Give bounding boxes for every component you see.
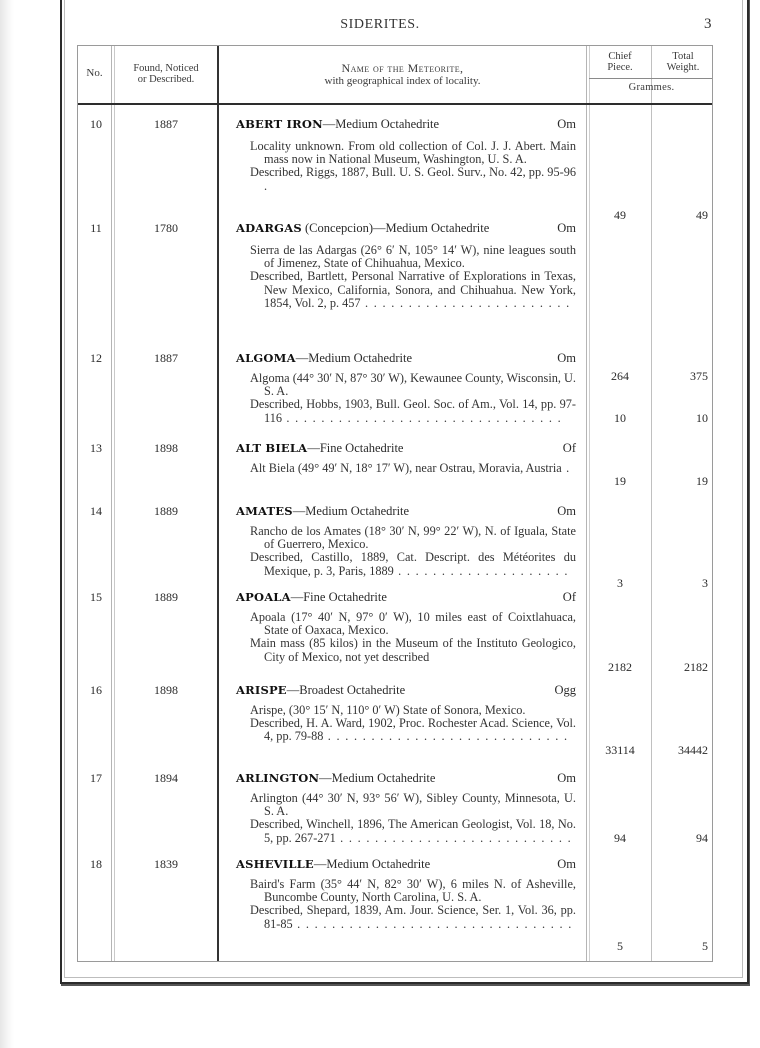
meteorite-type: —Medium Octahedrite <box>292 504 410 518</box>
meteorite-type: —Medium Octahedrite <box>313 857 431 871</box>
entry-year: 1780 <box>154 221 178 235</box>
paragraph-text: Described, Hobbs, 1903, Bull. Geol. Soc. of Am., Vol. 14, pp. 97-116 <box>250 398 576 425</box>
entry-description <box>250 704 576 744</box>
description-paragraph <box>250 372 576 398</box>
description-paragraph <box>250 398 576 424</box>
entry-description <box>250 462 576 475</box>
paragraph-text: Alt Biela (49° 49′ N, 18° 17′ W), near Ostrau, Moravia, Austria <box>250 462 562 475</box>
header-no: No. <box>86 67 103 79</box>
entry-year: 1889 <box>154 504 178 518</box>
meteorite-type: —Medium Octahedrite <box>295 351 412 365</box>
entry-description <box>250 525 576 578</box>
description-paragraph <box>250 244 576 270</box>
column-divider <box>589 46 590 961</box>
paragraph-text: Arlington (44° 30′ N, 93° 56′ W), Sibley County, Minnesota, U. S. A. <box>250 791 576 819</box>
description-paragraph <box>250 792 576 818</box>
grammes-rule <box>589 78 712 79</box>
description-paragraph <box>250 878 576 904</box>
entry-title <box>236 771 576 786</box>
description-paragraph <box>250 140 576 166</box>
entry-year: 1839 <box>154 857 178 871</box>
total-weight: 2182 <box>684 660 708 674</box>
total-weight: 49 <box>696 208 708 222</box>
classification: Om <box>557 221 576 235</box>
page-number: 3 <box>704 16 712 32</box>
chief-piece-weight: 264 <box>611 369 629 383</box>
chief-piece-weight: 19 <box>614 474 626 488</box>
header-total-line2: Weight. <box>666 62 700 73</box>
entry-title <box>236 683 576 698</box>
chief-piece-weight: 5 <box>617 939 623 953</box>
description-paragraph <box>250 611 576 637</box>
entry-year: 1887 <box>154 117 178 131</box>
header-total-line1: Total <box>672 51 694 62</box>
entry-number: 16 <box>90 683 102 697</box>
entry-title <box>236 351 576 366</box>
classification: Ogg <box>554 683 576 697</box>
leader-dots: . . . . . . . . . . . . . . . . . . . . . . . . . . . . . . . . <box>282 410 562 425</box>
entry-title <box>236 857 576 872</box>
description-paragraph <box>250 717 576 743</box>
meteorite-type: —Fine Octahedrite <box>290 590 387 604</box>
meteorite-name: ALGOMA <box>236 351 296 365</box>
entry-number: 18 <box>90 857 102 871</box>
leader-dots: . <box>264 178 269 193</box>
leader-dots: . . . . . . . . . . . . . . . . . . . . <box>393 563 569 578</box>
classification: Om <box>557 117 576 131</box>
total-weight: 5 <box>702 939 708 953</box>
entry-description <box>250 611 576 664</box>
entry-description <box>250 372 576 425</box>
chief-piece-weight: 2182 <box>608 660 632 674</box>
header-name <box>219 62 586 88</box>
chief-piece-weight: 10 <box>614 411 626 425</box>
leader-dots: . <box>561 462 571 475</box>
header-rule <box>78 103 712 105</box>
description-paragraph <box>250 704 576 717</box>
meteorite-name: APOALA <box>236 590 291 604</box>
header-name-sub: with geographical index of locality. <box>324 75 481 87</box>
paragraph-text: Described, Riggs, 1887, Bull. U. S. Geol. Surv., No. 42, pp. 95-96 <box>250 166 576 180</box>
header-found-line2: or Described. <box>137 74 195 85</box>
entry-description <box>250 792 576 845</box>
description-paragraph <box>250 818 576 844</box>
leader-dots: . . . . . . . . . . . . . . . . . . . . . . . . <box>360 295 571 310</box>
classification: Of <box>562 590 576 604</box>
scan-edge <box>0 0 14 1048</box>
header-unit: Grammes. <box>628 82 675 93</box>
description-paragraph <box>250 270 576 310</box>
description-paragraph <box>250 551 576 577</box>
paragraph-text: Arispe, (30° 15′ N, 110° 0′ W) State of Sonora, Mexico. <box>250 703 526 717</box>
chief-piece-weight: 33114 <box>605 743 635 757</box>
entry-number: 10 <box>90 117 102 131</box>
entry-title <box>236 590 576 605</box>
chief-piece-weight: 3 <box>617 576 623 590</box>
column-divider <box>217 46 219 961</box>
entry-title <box>236 441 576 456</box>
entry-description <box>250 244 576 310</box>
paragraph-text: Described, Winchell, 1896, The American Geologist, Vol. 18, No. 5, pp. 267-271 <box>250 818 576 845</box>
entry-number: 17 <box>90 771 102 785</box>
total-weight: 94 <box>696 831 708 845</box>
entry-description <box>250 878 576 931</box>
paragraph-text: Rancho de los Amates (18° 30′ N, 99° 22′ W), N. of Iguala, State of Guerrero, Mexico. <box>250 524 576 552</box>
description-paragraph <box>250 904 576 930</box>
running-head: SIDERITES. <box>340 17 420 32</box>
meteorite-name: AMATES <box>236 504 293 518</box>
meteorite-name: ARISPE <box>236 683 287 697</box>
header-name-main: Name of the Meteorite, <box>341 61 464 75</box>
paragraph-text: Described, Shepard, 1839, Am. Jour. Science, Ser. 1, Vol. 36, pp. 81-85 <box>250 904 576 931</box>
leader-dots: . . . . . . . . . . . . . . . . . . . . . . . . . . . <box>335 830 572 845</box>
meteorite-name: ABERT IRON <box>236 117 323 131</box>
description-paragraph <box>250 462 576 475</box>
entry-year: 1898 <box>154 441 178 455</box>
description-paragraph <box>250 525 576 551</box>
total-weight: 19 <box>696 474 708 488</box>
meteorite-name: ASHEVILLE <box>236 857 314 871</box>
meteorite-name: ARLINGTON <box>236 771 320 785</box>
classification: Om <box>557 771 576 785</box>
header-chief-line1: Chief <box>608 51 632 62</box>
chief-piece-weight: 94 <box>614 831 626 845</box>
header-total-weight <box>652 51 714 73</box>
total-weight: 3 <box>702 576 708 590</box>
entry-number: 14 <box>90 504 102 518</box>
leader-dots: . . . . . . . . . . . . . . . . . . . . . . . . . . . . <box>323 729 569 744</box>
paragraph-text: Described, Bartlett, Personal Narrative of Explorations in Texas, New Mexico, California, Sonora, and Chihuahua. New York, 1854, Vol. 2, p. 457 <box>250 270 576 310</box>
entry-title <box>236 504 576 519</box>
paragraph-text: Locality unknown. From old collection of Col. J. J. Abert. Main mass now in National Museum, Washington, U. S. A. <box>250 139 576 167</box>
meteorite-type: —Fine Octahedrite <box>307 441 404 455</box>
meteorite-type: —Broadest Octahedrite <box>286 683 406 697</box>
meteorite-type: (Concepcion)—Medium Octahedrite <box>301 221 490 235</box>
entry-title <box>236 117 576 132</box>
paragraph-text: Apoala (17° 40′ N, 97° 0′ W), 10 miles east of Coixtlahuaca, State of Oaxaca, Mexico. <box>250 610 576 638</box>
entry-year: 1894 <box>154 771 178 785</box>
leader-dots: . . . . . . . . . . . . . . . . . . . . . . . . . . . . . . . . <box>292 916 573 931</box>
total-weight: 375 <box>690 369 708 383</box>
column-divider <box>586 46 587 961</box>
chief-piece-weight: 49 <box>614 208 626 222</box>
paragraph-text: Sierra de las Adargas (26° 6′ N, 105° 14′ W), nine leagues south of Jimenez, State of Chihuahua, Mexico. <box>250 243 576 271</box>
entry-description <box>250 140 576 193</box>
header-chief-line2: Piece. <box>607 62 633 73</box>
header-found <box>115 63 217 85</box>
entry-number: 13 <box>90 441 102 455</box>
total-weight: 34442 <box>678 743 708 757</box>
meteorite-name: ALT BIELA <box>236 441 308 455</box>
meteorite-type: —Medium Octahedrite <box>319 771 436 785</box>
total-weight: 10 <box>696 411 708 425</box>
entry-title <box>236 221 576 236</box>
paragraph-text: Described, Castillo, 1889, Cat. Descript. des Météorites du Mexique, p. 3, Paris, 1889 <box>250 551 576 578</box>
description-paragraph <box>250 637 576 663</box>
entry-number: 15 <box>90 590 102 604</box>
meteorite-type: —Medium Octahedrite <box>322 117 440 131</box>
classification: Om <box>557 857 576 871</box>
entry-year: 1889 <box>154 590 178 604</box>
meteorite-name: ADARGAS <box>236 221 302 235</box>
header-found-line1: Found, Noticed <box>133 63 199 74</box>
meteorite-table <box>77 45 713 962</box>
header-chief-piece <box>589 51 651 73</box>
classification: Of <box>562 441 576 455</box>
classification: Om <box>557 351 576 365</box>
entry-number: 12 <box>90 351 102 365</box>
paragraph-text: Baird's Farm (35° 44′ N, 82° 30′ W), 6 miles N. of Asheville, Buncombe County, North Carolina, U. S. A. <box>250 877 576 905</box>
paragraph-text: Main mass (85 kilos) in the Museum of the Instituto Geologico, City of Mexico, not yet described <box>250 636 576 664</box>
description-paragraph <box>250 166 576 192</box>
entry-year: 1887 <box>154 351 178 365</box>
paragraph-text: Described, H. A. Ward, 1902, Proc. Rochester Acad. Science, Vol. 4, pp. 79-88 <box>250 717 576 744</box>
entry-number: 11 <box>90 221 102 235</box>
paragraph-text: Algoma (44° 30′ N, 87° 30′ W), Kewaunee County, Wisconsin, U. S. A. <box>250 371 576 399</box>
column-divider <box>651 46 652 961</box>
entry-year: 1898 <box>154 683 178 697</box>
classification: Om <box>557 504 576 518</box>
